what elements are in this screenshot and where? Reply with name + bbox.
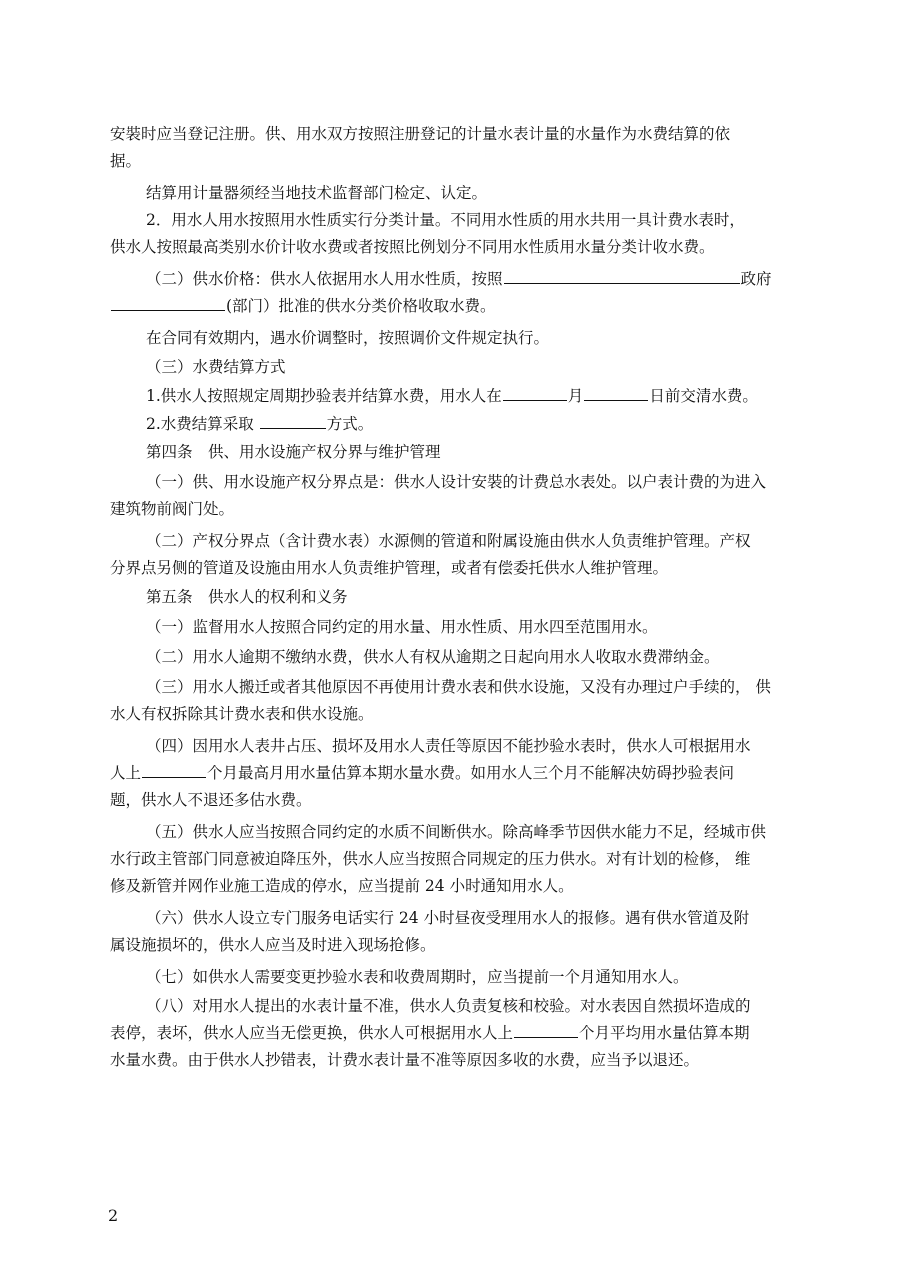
- paragraph-line: [110, 293, 810, 320]
- fill-in-blank[interactable]: [514, 1023, 578, 1038]
- paragraph-line: 水行政主管部门同意被迫降压外，供水人应当按照合同规定的压力供水。对有计划的检修， 维: [110, 850, 751, 868]
- paragraph-line: 在合同有效期内，遇水价调整时，按照调价文件规定执行。: [146, 329, 550, 347]
- paragraph-line: （三）用水人搬迁或者其他原因不再使用计费水表和供水设施，又没有办理过户手续的， 供: [146, 678, 771, 696]
- text-segment: 日前交清水费。: [649, 387, 758, 405]
- fill-in-blank[interactable]: [504, 269, 740, 284]
- paragraph-line: （六）供水人设立专门服务电话实行 24 小时昼夜受理用水人的报修。遇有供水管道及附: [146, 909, 750, 927]
- paragraph-line: 分界点另侧的管道及设施由用水人负责维护管理，或者有偿委托供水人维护管理。: [110, 559, 669, 577]
- paragraph-line: （七）如供水人需要变更抄验水表和收费周期时，应当提前一个月通知用水人。: [146, 968, 689, 986]
- paragraph-line: 水量水费。由于供水人抄错表，计费水表计量不准等原因多收的水费，应当予以退还。: [110, 1051, 700, 1069]
- paragraph-line: 修及新管并网作业施工造成的停水，应当提前 24 小时通知用水人。: [110, 877, 574, 895]
- paragraph-line: 安裝时应当登记注册。供、用水双方按照注册登记的计量水表计量的水量作为水费结算的依: [110, 125, 731, 143]
- paragraph-line: 供水人按照最高类别水价计收水费或者按照比例划分不同用水性质用水量分类计收水费。: [110, 238, 715, 256]
- paragraph-line: 属设施损坏的，供水人应当及时进入现场抢修。: [110, 936, 436, 954]
- paragraph-line: 题，供水人不退还多估水费。: [110, 791, 312, 809]
- article-heading: 第四条 供、用水设施产权分界与维护管理: [146, 443, 441, 461]
- paragraph-line: [110, 760, 810, 787]
- fill-in-blank[interactable]: [503, 386, 567, 401]
- text-segment: 人上: [110, 764, 142, 782]
- text-segment: 个月平均用水量估算本期: [579, 1024, 750, 1042]
- paragraph-line: （五）供水人应当按照合同约定的水质不间断供水。除高峰季节因供水能力不足，经城市供: [146, 823, 767, 841]
- paragraph-line: [146, 411, 810, 438]
- article-heading: 第五条 供水人的权利和义务: [146, 588, 348, 606]
- text-segment: 1.供水人按照规定周期抄验表并结算水费，用水人在: [146, 387, 502, 405]
- section-heading: （三）水费结算方式: [146, 358, 286, 376]
- paragraph-line: （一）监督用水人按照合同约定的用水量、用水性质、用水四至范围用水。: [146, 618, 658, 636]
- paragraph-line: 2．用水人用水按照用水性质实行分类计量。不同用水性质的用水共用一具计费水表时，: [146, 211, 745, 229]
- paragraph-line: 水人有权拆除其计费水表和供水设施。: [110, 705, 374, 723]
- text-segment: 政府: [740, 270, 772, 288]
- paragraph-line: （一）供、用水设施产权分界点是：供水人设计安裝的计费总水表处。以户表计费的为进入: [146, 473, 767, 491]
- paragraph-line: [146, 266, 810, 293]
- text-segment: （二）供水价格：供水人依据用水人用水性质，按照: [146, 270, 503, 288]
- fill-in-blank[interactable]: [260, 414, 326, 429]
- paragraph-line: 结算用计量器须经当地技术监督部门检定、认定。: [146, 184, 488, 202]
- fill-in-blank[interactable]: [111, 296, 225, 311]
- paragraph-line: 据。: [110, 152, 142, 170]
- paragraph-line: （二）用水人逾期不缴纳水费，供水人有权从逾期之日起向用水人收取水费滞纳金。: [146, 648, 720, 666]
- text-segment: 2.水费结算采取: [146, 415, 254, 433]
- paragraph-line: [146, 383, 810, 410]
- paragraph-line: （二）产权分界点（含计费水表）水源侧的管道和附属设施由供水人负责维护管理。产权: [146, 532, 751, 550]
- text-segment: (部门）批准的供水分类价格收取水费。: [226, 297, 496, 315]
- paragraph-line: （四）因用水人表井占压、损坏及用水人责任等原因不能抄验水表时，供水人可根据用水: [146, 737, 751, 755]
- paragraph-line: 建筑物前阀门处。: [110, 500, 235, 518]
- text-segment: 表停，表坏，供水人应当无偿更换，供水人可根据用水人上: [110, 1024, 514, 1042]
- text-segment: 月: [567, 387, 584, 405]
- page-number: 2: [108, 1206, 119, 1225]
- paragraph-line: （八）对用水人提出的水表计量不准，供水人负责复核和校验。对水表因自然损坏造成的: [146, 997, 751, 1015]
- paragraph-line: [110, 1020, 810, 1047]
- text-segment: 个月最高月用水量估算本期水量水费。如用水人三个月不能解决妨碍抄验表问: [207, 764, 735, 782]
- fill-in-blank[interactable]: [142, 763, 206, 778]
- text-segment: 方式。: [326, 415, 374, 433]
- fill-in-blank[interactable]: [584, 386, 648, 401]
